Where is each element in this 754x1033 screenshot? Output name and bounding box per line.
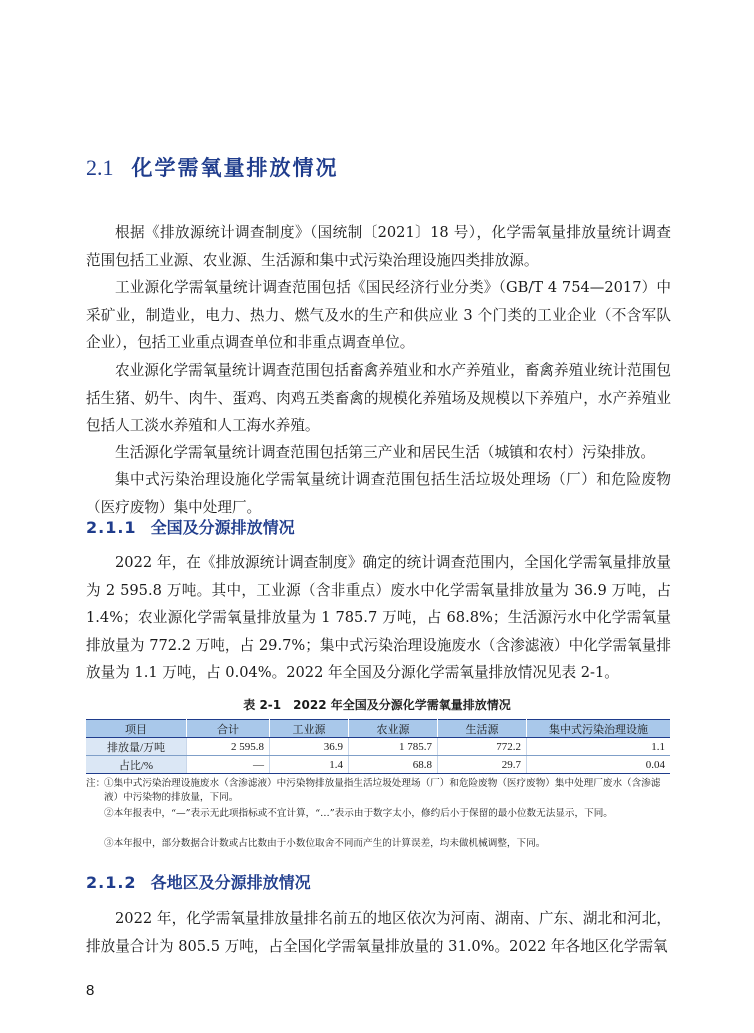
table-row [86, 756, 670, 774]
subsection-1-number: 2.1.1 [86, 518, 137, 537]
intro-paragraph-4: 生活源化学需氧量统计调查范围包括第三产业和居民生活（城镇和农村）污染排放。 [115, 444, 655, 461]
table-note-text: ②本年报表中，“—”表示无此项指标或不宜计算，“…”表示由于数字太小，修约后小于保留的最小位数无法显示，下同。 [104, 808, 613, 819]
subsection-2-heading: 各地区及分源排放情况 [150, 873, 311, 892]
table-cell: 2 595.8 [187, 738, 270, 756]
table-cell: 1.4 [270, 756, 349, 774]
intro-paragraph-2: 工业源化学需氧量统计调查范围包括《国民经济行业分类》（GB/T 4 754—2017）中采矿业，制造业，电力、热力、燃气及水的生产和供应业 3 个门类的工业企业（不含军队企业），包括工业重点调查单位和非重点调查单位。 [86, 279, 671, 351]
table-note-text: ①集中式污染治理设施废水（含渗滤液）中污染物排放量指生活垃圾处理场（厂）和危险废物（医疗废物）集中处理厂废水（含渗滤液）中污染物的排放量，下同。 [104, 778, 661, 803]
table-header-cell: 农业源 [349, 720, 438, 738]
table-row-label: 排放量/万吨 [86, 738, 187, 756]
table-header-cell: 生活源 [438, 720, 527, 738]
table-cell: 1.1 [527, 738, 671, 756]
page-number: 8 [86, 982, 95, 999]
table-note-text: ③本年报中，部分数据合计数或占比数由于小数位取舍不同而产生的计算误差，均未做机械调整，下同。 [104, 838, 546, 849]
intro-paragraph-1: 根据《排放源统计调查制度》（国统制〔2021〕18 号），化学需氧量排放量统计调查范围包括工业源、农业源、生活源和集中式污染治理设施四类排放源。 [86, 224, 671, 269]
table-cell: — [187, 756, 270, 774]
table-note-3 [86, 837, 671, 851]
emission-table [86, 719, 670, 774]
subsection-1-title [86, 515, 295, 538]
table-cell: 0.04 [527, 756, 671, 774]
table-note-lead: 注： [86, 778, 106, 789]
table-row [86, 738, 670, 756]
table-header-row [86, 720, 670, 738]
table-header-cell: 项目 [86, 720, 187, 738]
subsection-2-paragraph: 2022 年，化学需氧量排放量排名前五的地区依次为河南、湖南、广东、湖北和河北，排放量合计为 805.5 万吨，占全国化学需氧量排放量的 31.0%。2022 年各地区化学需氧 [86, 910, 671, 955]
subsection-1-heading: 全国及分源排放情况 [150, 518, 295, 537]
table-note-2 [86, 807, 671, 821]
section-number: 2.1 [86, 155, 114, 180]
table-row-label: 占比/% [86, 756, 187, 774]
intro-paragraph-5: 集中式污染治理设施化学需氧量统计调查范围包括生活垃圾处理场（厂）和危险废物（医疗废物）集中处理厂。 [86, 471, 671, 516]
subsection-2-title [86, 870, 311, 893]
table-header-cell: 合计 [187, 720, 270, 738]
table-header-cell: 工业源 [270, 720, 349, 738]
intro-paragraph-3: 农业源化学需氧量统计调查范围包括畜禽养殖业和水产养殖业，畜禽养殖业统计范围包括生猪、奶牛、肉牛、蛋鸡、肉鸡五类畜禽的规模化养殖场及规模以下养殖户，水产养殖业包括人工淡水养殖和人工海水养殖。 [86, 362, 671, 434]
table-cell: 772.2 [438, 738, 527, 756]
table-cell: 68.8 [349, 756, 438, 774]
subsection-1-paragraph: 2022 年，在《排放源统计调查制度》确定的统计调查范围内，全国化学需氧量排放量为 2 595.8 万吨。其中，工业源（含非重点）废水中化学需氧量排放量为 36.9 万吨，占 1.4%；农业源化学需氧量排放量为 1 785.7 万吨，占 68.8%；生活源污水中化学需氧量排放量为 772.2 万吨，占 29.7%；集中式污染治理设施废水（含渗滤液）中化学需氧量排放量为 1.1 万吨，占 0.04%。2022 年全国及分源化学需氧量排放情况见表 2-1。 [86, 554, 671, 681]
table-cell: 36.9 [270, 738, 349, 756]
table-caption: 表 2-1 2022 年全国及分源化学需氧量排放情况 [243, 698, 511, 712]
table-cell: 1 785.7 [349, 738, 438, 756]
table-cell: 29.7 [438, 756, 527, 774]
section-heading: 化学需氧量排放情况 [131, 156, 339, 180]
table-note-1 [86, 777, 671, 805]
table-header-cell: 集中式污染治理设施 [527, 720, 671, 738]
section-title [86, 152, 339, 182]
subsection-2-number: 2.1.2 [86, 873, 137, 892]
